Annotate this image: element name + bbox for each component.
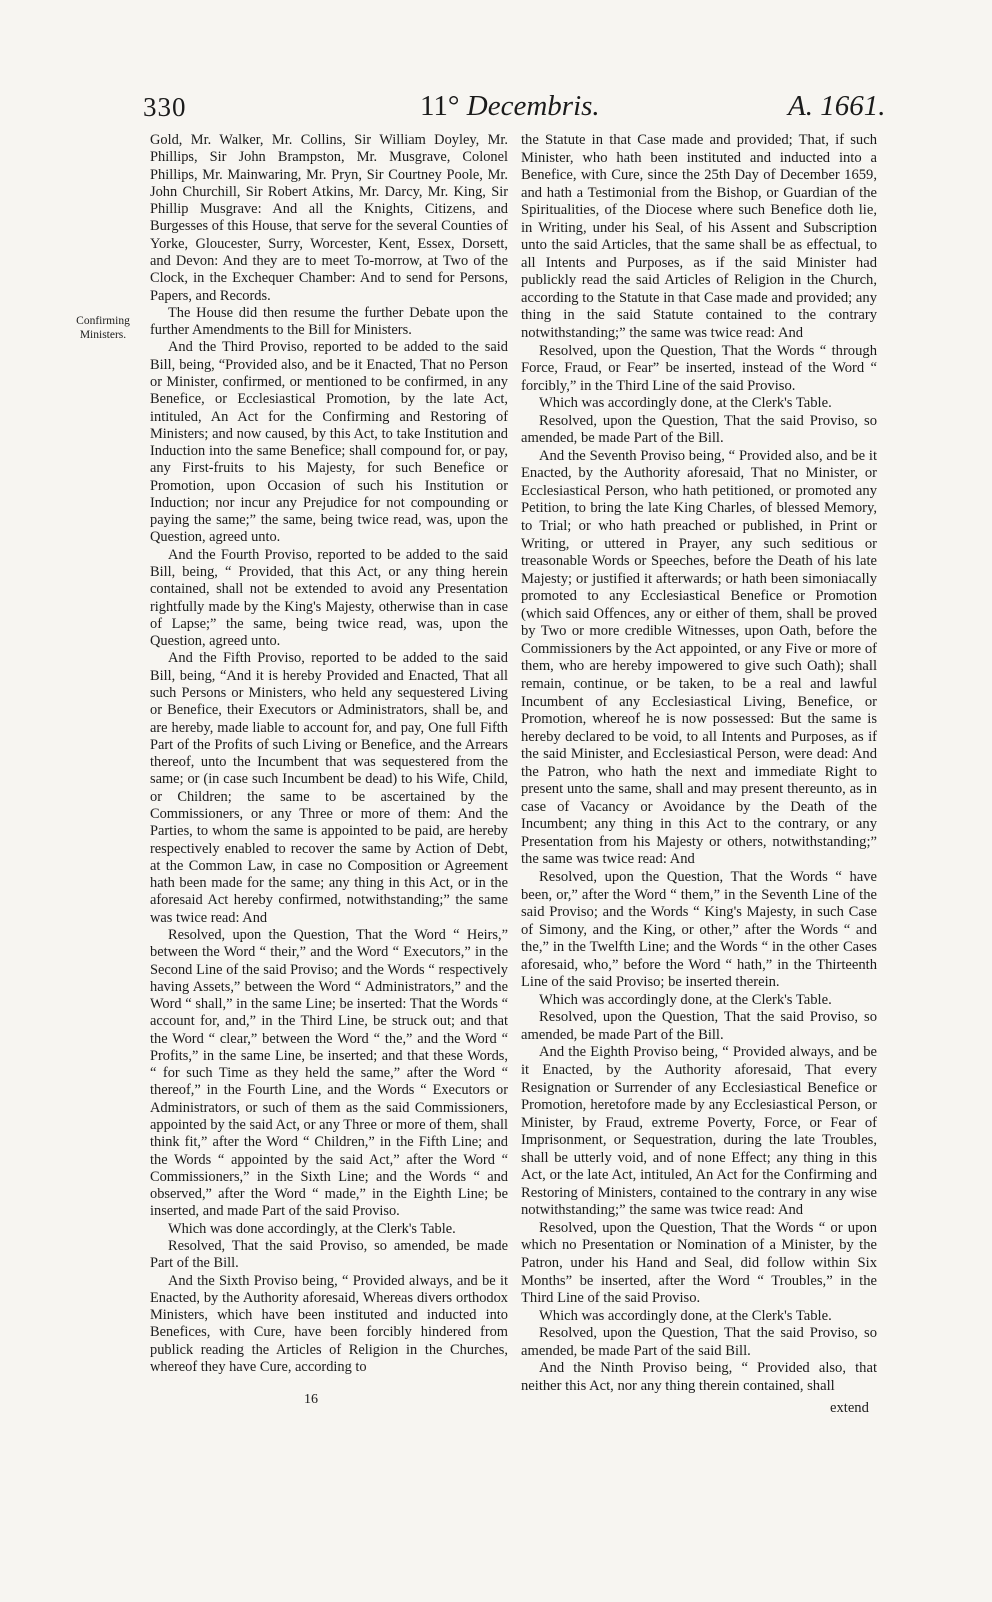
paragraph: Which was accordingly done, at the Clerk's Table. [539, 991, 832, 1008]
paragraph: the Statute in that Case made and provided; That, if such Minister, who hath been instituted and inducted into a Benefice, with Cure, since the 25th Day of December 1659, and hath a Testimonial from the Bishop, or Guardian of the Spiritualities, of the Diocese where such Benefice doth lie, in Writing, under his Seal, of his Assent and Subscription unto the said Articles, that the same shall be as effectual, to all Intents and Purposes, as if the said Minister had publickly read the said Articles of Religion in the Church, according to the Statute in that Case made and provided; any thing in the said Statute contained to the contrary notwithstanding;” the same was twice read: And [521, 132, 877, 342]
paragraph: And the Fifth Proviso, reported to be added to the said Bill, being, “And it is hereby Provided and Enacted, That all such Persons or Ministers, who held any sequestered Living or Benefice, their Executors or Administrators, shall be, and are hereby, made liable to account for, and pay, One full Fifth Part of the Profits of such Living or Benefice, and the Arrears thereof, unto the Incumbent that was sequestered from the same; or (in case such Incumbent be dead) to his Wife, Child, or Children; the same to be ascertained by the Commissioners, or any Three or more of them: And the Parties, to whom the same is appointed to be paid, are hereby respectively enabled to recover the same by Action of Debt, at the Common Law, in case no Composition or Agreement hath been made for the same; any thing in this Act, or in the aforesaid Act hereby confirmed, notwithstanding;” the same was twice read: And [150, 650, 508, 926]
paragraph: Which was done accordingly, at the Clerk's Table. [168, 1220, 456, 1237]
paragraph: Resolved, upon the Question, That the said Proviso, so amended, be made Part of the Bill. [521, 412, 877, 447]
right-column [521, 132, 877, 1395]
paragraph: And the Eighth Proviso being, “ Provided always, and be it Enacted, by the Authority aforesaid, That every Resignation or Surrender of any Ecclesiastical Benefice or Promotion, heretofore made by any Ecclesiastical Person, or Minister, by Fraud, extreme Poverty, Force, or Fear of Imprisonment, or Sequestration, during the late Troubles, shall be utterly void, and of none Effect; any thing in this Act, or the late Act, intituled, An Act for the Confirming and Restoring of Ministers, contained to the contrary in any wise notwithstanding;” the same was twice read: And [521, 1044, 877, 1219]
paragraph: Resolved, upon the Question, That the said Proviso, so amended, be made Part of the Bill. [521, 1009, 877, 1043]
paragraph: And the Sixth Proviso being, “ Provided always, and be it Enacted, by the Authority aforesaid, Whereas divers orthodox Ministers, which have been instituted and inducted into Benefices, with Cure, have been forcibly hindered from publick reading the Articles of Religion in the Churches, whereof they have Cure, according to [150, 1272, 508, 1375]
margin-note: Confirming Ministers. [76, 315, 130, 341]
paragraph: Gold, Mr. Walker, Mr. Collins, Sir William Doyley, Mr. Phillips, Sir John Brampston, Mr. Musgrave, Colonel Phillips, Mr. Mainwaring, Mr. Pryn, Sir Courtney Poole, Mr. John Churchill, Sir Robert Atkins, Mr. Darcy, Mr. King, Sir Phillip Musgrave: And all the Knights, Citizens, and Burgesses of this House, that serve for the several Counties of Yorke, Gloucester, Surry, Worcester, Kent, Essex, Dorsett, and Devon: And they are to meet To-morrow, at Two of the Clock, in the Exchequer Chamber: And to send for Persons, Papers, and Records. [150, 132, 508, 304]
catchword: extend [830, 1400, 869, 1416]
paragraph: Resolved, upon the Question, That the Words “ through Force, Fraud, or Fear” be inserted, instead of the Word “ forcibly,” in the Third Line of the said Proviso. [521, 342, 877, 394]
date-numeral: 11° [420, 90, 460, 122]
paragraph: And the Fourth Proviso, reported to be added to the said Bill, being, “ Provided, that this Act, or any thing herein contained, shall not be extended to avoid any Presentation rightfully made by the King's Majesty, otherwise than in case of Lapse;” the same, being twice read, was, upon the Question, agreed unto. [150, 546, 508, 650]
paragraph: Which was accordingly done, at the Clerk's Table. [539, 1307, 832, 1324]
paragraph: Which was accordingly done, at the Clerk's Table. [539, 395, 832, 412]
paragraph: Resolved, upon the Question, That the Word “ Heirs,” between the Word “ their,” and the Word “ Executors,” in the Second Line of the said Proviso; and the Words “ respectively having Assets,” between the Word “ Administrators,” and the Word “ shall,” in the same Line; be inserted: That the Words “ account for, and,” in the Third Line, be struck out; and that the Word “ clear,” between the Word “ the,” and the Word “ Profits,” in the same Line, be inserted; and that these Words, “ for such Time as they held the same,” after the Word “ thereof,” in the Fourth Line, and the Words “ Executors or Administrators, or such of them as the said Commissioners, appointed by the said Act, or any Three or more of them, shall think fit,” after the Word “ Children,” in the Fifth Line; and the Words “ appointed by the said Act,” after the Word “ Commissioners,” in the Sixth Line; and the Words “ and observed,” after the Word “ made,” in the Eighth Line; be inserted, and made Part of the said Proviso. [150, 926, 508, 1220]
page-number: 330 [143, 92, 187, 122]
paragraph: Resolved, upon the Question, That the Words “ or upon which no Presentation or Nomination of a Minister, by the Patron, under his Hand and Seal, did follow within Six Months” be inserted, after the Word “ Troubles,” in the Third Line of the said Proviso. [521, 1219, 877, 1307]
paragraph: Resolved, That the said Proviso, so amended, be made Part of the Bill. [150, 1238, 508, 1272]
left-column [150, 132, 508, 1376]
paragraph: The House did then resume the further Debate upon the further Amendments to the Bill for Ministers. [150, 304, 508, 339]
paragraph: And the Ninth Proviso being, “ Provided also, that neither this Act, nor any thing therein contained, shall [521, 1360, 877, 1394]
paragraph: And the Third Proviso, reported to be added to the said Bill, being, “Provided also, and be it Enacted, That no Person or Minister, confirmed, or mentioned to be confirmed, in any Benefice, or Ecclesiastical Promotion, by the late Act, intituled, An Act for the Confirming and Restoring of Ministers; and now caused, by this Act, to take Institution and Induction into the same Benefice; shall compound for, or pay, any First-fruits to his Majesty, for such Benefice or Promotion, upon Occasion of such his Institution or Induction; nor incur any Prejudice for not compounding or paying the same;” the same, being twice read, was, upon the Question, agreed unto. [150, 339, 508, 546]
date-word: Decembris. [466, 90, 600, 122]
page-date-heading [420, 90, 600, 123]
paragraph: Resolved, upon the Question, That the said Proviso, so amended, be made Part of the said Bill. [521, 1325, 877, 1359]
signature-mark: 16 [304, 1392, 318, 1407]
year-heading: A. 1661. [788, 90, 886, 122]
paragraph: And the Seventh Proviso being, “ Provided also, and be it Enacted, by the Authority aforesaid, That no Minister, or Ecclesiastical Person, who hath petitioned, or promoted any Petition, to bring the late King Charles, of blessed Memory, to Trial; or who hath preached or published, in Print or Writing, or uttered in Prayer, any such seditious or treasonable Words or Speeches, before the Death of his late Majesty; or justified it afterwards; or hath been simoniacally promoted to any Ecclesiastical Benefice or Promotion (which said Offences, any or either of them, shall be proved by Two or more credible Witnesses, upon Oath, before the Commissioners by the Act appointed, or any Five or more of them, who are hereby impowered to give such Oath); shall remain, continue, or be taken, to be a real and lawful Incumbent of any Ecclesiastical Living, Benefice, or Promotion, whereof he is now possessed: But the same is hereby declared to be void, to all Intents and Purposes, as if the said Minister, and Ecclesiastical Person, were dead: And the Patron, who hath the next and immediate Right to present unto the same, shall and may present thereunto, as in case of Vacancy or Avoidance by the Death of the Incumbent; any thing in this Act to the contrary, or any Presentation from his Majesty or others, notwithstanding;” the same was twice read: And [521, 447, 877, 868]
paragraph: Resolved, upon the Question, That the Words “ have been, or,” after the Word “ them,” in the Seventh Line of the said Proviso; and the Words “ King's Majesty, in such Case of Simony, and the King, or other,” after the Words “ and the,” in the Twelfth Line; and the Words “ in the other Cases aforesaid, who,” before the Word “ hath,” in the Thirteenth Line of the said Proviso; be inserted therein. [521, 868, 877, 991]
